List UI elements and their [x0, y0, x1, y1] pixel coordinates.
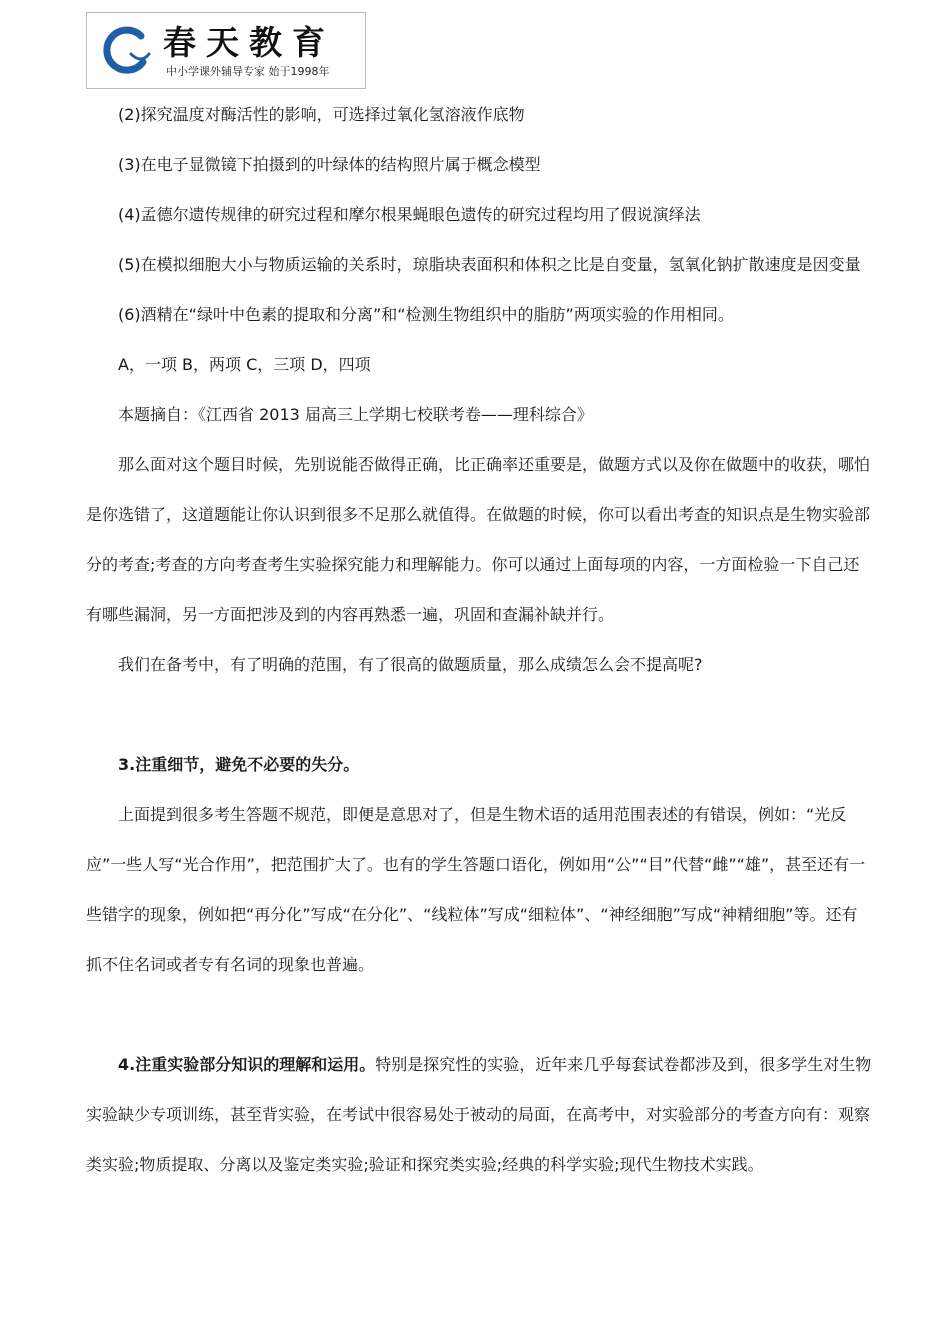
logo-subtitle: 中小学课外辅导专家 始于1998年	[166, 65, 330, 78]
document-body	[86, 90, 872, 1190]
item-6: (6)酒精在“绿叶中色素的提取和分离”和“检测生物组织中的脂肪”两项实验的作用相同。	[118, 305, 734, 324]
analysis-paragraph: 那么面对这个题目时候，先别说能否做得正确，比正确率还重要是，做题方式以及你在做题中的收获，哪怕是你选错了，这道题能让你认识到很多不足那么就值得。在做题的时候，你可以看出考查的知识点是生物实验部分的考查;考查的方向考查考生实验探究能力和理解能力。你可以通过上面每项的内容，一方面检验一下自己还有哪些漏洞，另一方面把涉及到的内容再熟悉一遍，巩固和查漏补缺并行。	[86, 455, 871, 624]
answer-options: A，一项 B，两项 C，三项 D，四项	[118, 355, 371, 374]
experiment-text: 特别是探究性的实验，近年来几乎每套试卷都涉及到，很多学生对生物实验缺少专项训练，甚至背实验，在考试中很容易处于被动的局面，在高考中，对实验部分的考查方向有：观察类实验;物质提取、分离以及鉴定类实验;验证和探究类实验;经典的科学实验;现代生物技术实践。	[86, 1055, 872, 1174]
experiment-paragraph	[86, 1040, 872, 1190]
heading-3: 3.注重细节，避免不必要的失分。	[118, 755, 360, 774]
item-5: (5)在模拟细胞大小与物质运输的关系时，琼脂块表面积和体积之比是自变量，氢氧化钠扩散速度是因变量	[118, 255, 861, 274]
detail-paragraph: 上面提到很多考生答题不规范，即便是意思对了，但是生物术语的适用范围表述的有错误，例如：“光反应”一些人写“光合作用”，把范围扩大了。也有的学生答题口语化，例如用“公”“目”代替“雌”“雄”，甚至还有一些错字的现象，例如把“再分化”写成“在分化”、“线粒体”写成“细粒体”、“神经细胞”写成“神精细胞”等。还有抓不住名词或者专有名词的现象也普遍。	[86, 805, 866, 974]
item-3: (3)在电子显微镜下拍摄到的叶绿体的结构照片属于概念模型	[118, 155, 541, 174]
logo-title: 春天教育	[163, 23, 335, 62]
logo-box	[86, 12, 366, 89]
crescent-c-logo-icon	[101, 24, 153, 76]
item-4: (4)孟德尔遗传规律的研究过程和摩尔根果蝇眼色遗传的研究过程均用了假说演绎法	[118, 205, 701, 224]
item-2: (2)探究温度对酶活性的影响，可选择过氧化氢溶液作底物	[118, 105, 525, 124]
heading-4: 4.注重实验部分知识的理解和运用。	[118, 1055, 376, 1074]
question-source: 本题摘自：《江西省 2013 届高三上学期七校联考卷——理科综合》	[118, 405, 593, 424]
question-paragraph: 我们在备考中，有了明确的范围，有了很高的做题质量，那么成绩怎么会不提高呢?	[118, 655, 703, 674]
